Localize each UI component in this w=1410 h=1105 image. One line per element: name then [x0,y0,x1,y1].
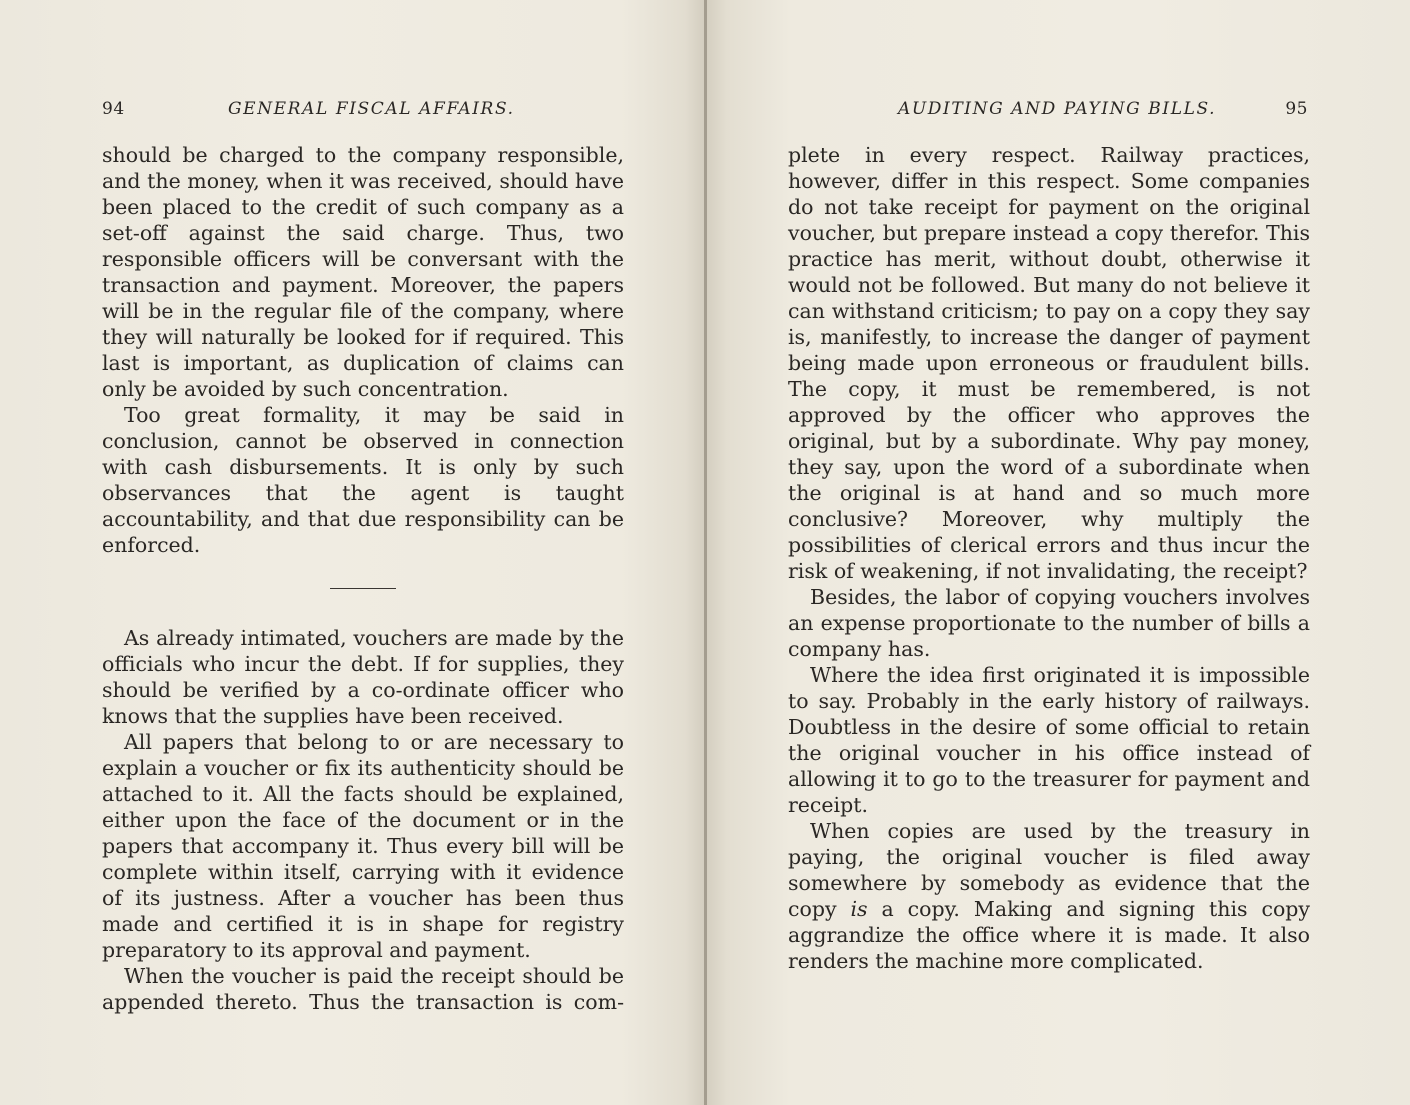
paragraph: Too great formality, it may be said in conclusion, cannot be observed in connection with cash disbursements. It is only by such observances that the agent is taught accountability, and that due responsibility can be enforced. [102,403,624,557]
right-page [706,0,1410,1105]
left-text-block [102,142,624,1015]
left-page-number: 94 [102,99,125,119]
paragraph-text: When copies are used by the treasury in paying, the original voucher is filed away somewhere by somebody as evidence that the copy [788,819,1310,921]
right-running-head [788,96,1308,122]
paragraph [788,818,1310,974]
paragraph: Besides, the labor of copying vouchers involves an expense proportionate to the number of bills a company has. [788,585,1310,661]
right-running-title: AUDITING AND PAYING BILLS. [898,99,1217,119]
paragraph: should be charged to the company responsible, and the money, when it was received, should have been placed to the credit of such company as a set-off against the said charge. Thus, two responsible officers will be conversant with the transaction and payment. Moreover, the papers will be in the regular file of the company, where they will naturally be looked for if required. This last is important, as duplication of claims can only be avoided by such concentration. [102,143,624,401]
book-gutter [704,0,707,1105]
section-divider-rule [330,588,396,589]
paragraph-text: a copy. Making and signing this copy aggrandize the office where it is made. It also renders the machine more complicated. [788,897,1310,973]
right-page-number: 95 [1285,99,1308,119]
italic-emphasis: is [850,897,868,921]
paragraph: As already intimated, vouchers are made by the officials who incur the debt. If for supplies, they should be verified by a co-ordinate officer who knows that the supplies have been received. [102,626,624,728]
left-running-title: GENERAL FISCAL AFFAIRS. [228,99,515,119]
paragraph: When the voucher is paid the receipt should be appended thereto. Thus the transaction is com- [102,964,624,1014]
paragraph: plete in every respect. Railway practices, however, differ in this respect. Some companies do not take receipt for payment on the original voucher, but prepare instead a copy therefor. This practice has merit, without doubt, otherwise it would not be followed. But many do not believe it can withstand criticism; to pay on a copy they say is, manifestly, to increase the danger of payment being made upon erroneous or fraudulent bills. The copy, it must be remembered, is not approved by the officer who approves the original, but by a subordinate. Why pay money, they say, upon the word of a subordinate when the original is at hand and so much more conclusive? Moreover, why multiply the possibilities of clerical errors and thus incur the risk of weakening, if not invalidating, the receipt? [788,143,1310,583]
paragraph: Where the idea first originated it is impossible to say. Probably in the early history of railways. Doubtless in the desire of some official to retain the original voucher in his office instead of allowing it to go to the treasurer for payment and receipt. [788,663,1310,817]
right-text-block [788,142,1310,974]
paragraph: All papers that belong to or are necessary to explain a voucher or fix its authenticity should be attached to it. All the facts should be explained, either upon the face of the document or in the papers that accompany it. Thus every bill will be complete within itself, carrying with it evidence of its justness. After a voucher has been thus made and certified it is in shape for registry preparatory to its approval and payment. [102,730,624,962]
left-running-head [102,96,622,122]
